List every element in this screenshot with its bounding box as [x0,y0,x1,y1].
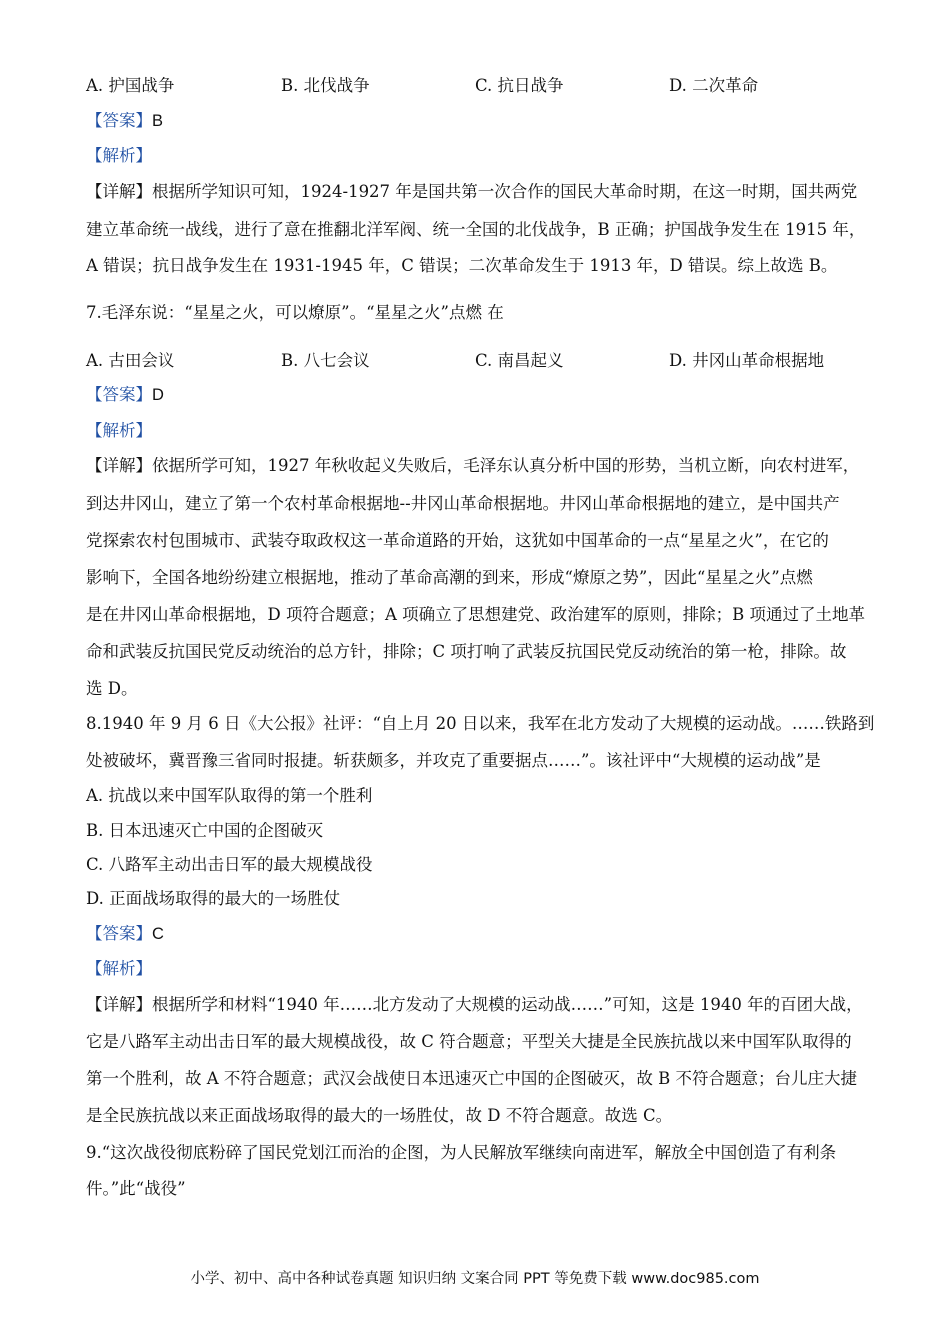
answer-tag: 【答案】 [86,111,152,130]
detail-text: 根据所学和材料“1940 年……北方发动了大规模的运动战……”可知，这是 1940 年的百团大战， [152,995,863,1014]
q6-detail-line [86,182,857,202]
q7-detail-line: 选 D。 [86,679,138,698]
answer-tag: 【答案】 [86,924,152,943]
q7-analysis-tag [86,421,152,441]
q7-stem: 7.毛泽东说：“星星之火，可以燎原”。“星星之火”点燃 在 [86,303,504,322]
q8-stem: 8.1940 年 9 月 6 日《大公报》社评：“自上月 20 日以来，我军在北方发动了大规模的运动战。……铁路到 [86,714,875,733]
analysis-tag: 【解析】 [86,959,152,978]
answer-value: D [152,386,164,404]
q7-option-c: C. 南昌起义 [475,351,564,370]
q7-option-d: D. 井冈山革命根据地 [669,351,825,370]
answer-value: B [152,112,164,130]
q8-detail-line [86,995,863,1015]
q7-detail-line: 到达井冈山，建立了第一个农村革命根据地--井冈山革命根据地。井冈山革命根据地的建立，是中国共产 [86,494,840,513]
q8-answer-line [86,924,164,944]
q7-answer-line [86,385,164,405]
q6-detail-line: A 错误；抗日战争发生在 1931-1945 年，C 错误；二次革命发生于 1913 年，D 错误。综上故选 B。 [86,256,838,275]
q6-option-c: C. 抗日战争 [475,76,564,95]
q6-option-a: A. 护国战争 [86,76,175,95]
q9-stem: 9.“这次战役彻底粉碎了国民党划江而治的企图，为人民解放军继续向南进军，解放全中国创造了有利条 [86,1143,837,1162]
analysis-tag: 【解析】 [86,421,152,440]
q8-detail-line: 是全民族抗战以来正面战场取得的最大的一场胜仗，故 D 不符合题意。故选 C。 [86,1106,673,1125]
q7-detail-line: 党探索农村包围城市、武装夺取政权这一革命道路的开始，这犹如中国革命的一点“星星之火”，在它的 [86,531,829,550]
detail-tag: 【详解】 [86,995,152,1014]
q7-detail-line: 命和武装反抗国民党反动统治的总方针，排除；C 项打响了武装反抗国民党反动统治的第一枪，排除。故 [86,642,847,661]
q8-stem: 处被破坏，冀晋豫三省同时报捷。斩获颇多，并攻克了重要据点……”。该社评中“大规模的运动战”是 [86,751,821,770]
analysis-tag: 【解析】 [86,146,152,165]
q7-option-b: B. 八七会议 [281,351,370,370]
q9-stem: 件。”此“战役” [86,1179,186,1198]
q8-option-a: A. 抗战以来中国军队取得的第一个胜利 [86,786,373,805]
q7-detail-line: 影响下，全国各地纷纷建立根据地，推动了革命高潮的到来，形成“燎原之势”，因此“星星之火”点燃 [86,568,813,587]
page-footer: 小学、初中、高中各种试卷真题 知识归纳 文案合同 PPT 等免费下载 www.doc985.com [190,1271,760,1287]
detail-tag: 【详解】 [86,182,152,201]
answer-value: C [152,925,164,943]
q6-analysis-tag [86,146,152,166]
answer-tag: 【答案】 [86,385,152,404]
q6-option-b: B. 北伐战争 [281,76,370,95]
q8-detail-line: 第一个胜利，故 A 不符合题意；武汉会战使日本迅速灭亡中国的企图破灭，故 B 不符合题意；台儿庄大捷 [86,1069,858,1088]
q8-analysis-tag [86,959,152,979]
q6-option-d: D. 二次革命 [669,76,759,95]
detail-tag: 【详解】 [86,456,152,475]
q7-detail-line [86,456,859,476]
q7-detail-line: 是在井冈山革命根据地，D 项符合题意；A 项确立了思想建党、政治建军的原则，排除；B 项通过了土地革 [86,605,866,624]
q8-detail-line: 它是八路军主动出击日军的最大规模战役，故 C 符合题意；平型关大捷是全民族抗战以来中国军队取得的 [86,1032,852,1051]
detail-text: 依据所学可知，1927 年秋收起义失败后，毛泽东认真分析中国的形势，当机立断，向农村进军， [152,456,860,475]
q8-option-c: C. 八路军主动出击日军的最大规模战役 [86,855,373,874]
q6-detail-line: 建立革命统一战线，进行了意在推翻北洋军阀、统一全国的北伐战争，B 正确；护国战争发生在 1915 年， [86,220,866,239]
q6-answer-line [86,111,163,131]
q7-option-a: A. 古田会议 [86,351,175,370]
q8-option-b: B. 日本迅速灭亡中国的企图破灭 [86,821,324,840]
detail-text: 根据所学知识可知，1924-1927 年是国共第一次合作的国民大革命时期，在这一时期，国共两党 [152,182,858,201]
q8-option-d: D. 正面战场取得的最大的一场胜仗 [86,889,341,908]
